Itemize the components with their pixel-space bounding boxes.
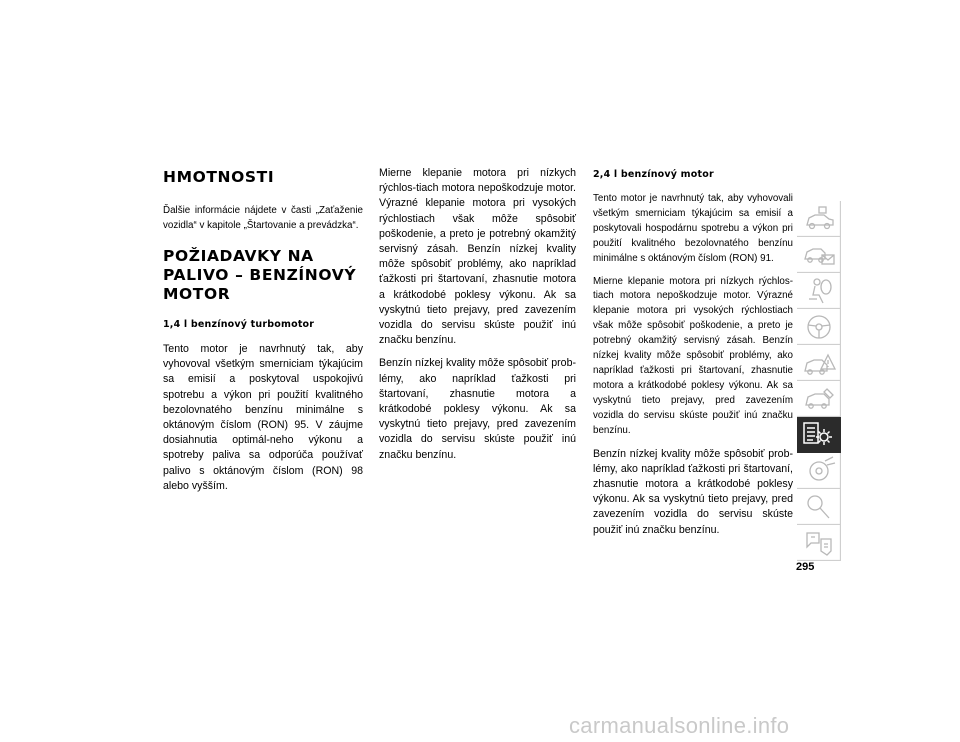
column-right <box>593 168 793 546</box>
subheading-turbo-engine: 1,4 l benzínový turbomotor <box>163 319 315 330</box>
tab-technical-specifications[interactable] <box>797 417 841 453</box>
tab-airbag-safety[interactable] <box>797 273 841 309</box>
tab-languages[interactable] <box>797 525 841 561</box>
paragraph-24-engine: Tento motor je navrhnutý tak, aby vyhovovali všetkým smerniciam týkajúcim sa emisií a poskytovali hospodárnu spotrebu a výkon pri použití kvalitného bezolovnatého benzínu minimálne s oktánovým číslom (RON) 91. <box>593 193 793 264</box>
paragraph-24-knocking: Mierne klepanie motora pri nízkych rýchlos-tiach motora nepoškodzuje motor. Výrazné klepanie motora pri vysokých rýchlostiach však môže spôsobiť poškodenie, a preto je potrebný okamžitý servisný zásah. Benzín nízkej kvality môže spôsobiť problémy, ako napríklad ťažkosti pri štartovaní, zhasnutie motora a krátkodobé poklesy výkonu. Ak sa vyskytnú tieto prejavy, pred zavezením vozidla do servisu skúste použiť inú značku benzínu. <box>593 275 793 436</box>
tab-multimedia[interactable] <box>797 453 841 489</box>
car-service-icon <box>797 381 841 417</box>
tab-warning-car[interactable] <box>797 345 841 381</box>
car-message-icon <box>797 237 841 273</box>
chapter-sidebar <box>797 201 842 541</box>
airbag-safety-icon <box>797 273 841 309</box>
search-index-icon <box>797 489 841 525</box>
technical-specifications-icon <box>797 417 841 453</box>
tab-steering-wheel[interactable] <box>797 309 841 345</box>
subheading-24-engine: 2,4 l benzínový motor <box>593 169 714 180</box>
intro-paragraph: Ďalšie informácie nájdete v časti „Zaťaženie vozidla“ v kapitole „Štartovanie a prevádzka“. <box>163 205 363 231</box>
paragraph-turbo-engine: Tento motor je navrhnutý tak, aby vyhovoval všetkým smerniciam týkajúcim sa emisií a poskytoval uspokojivú spotrebu a výkon pri použití kvalitného bezolovnatého benzínu minimálne s oktánovým číslom (RON) 95. V záujme dosiahnutia optimál-neho výkonu a spotreby paliva sa odporúča používať palivo s oktánovým číslom (RON) 98 alebo vyšším. <box>163 343 363 492</box>
tab-car-service[interactable] <box>797 381 841 417</box>
multimedia-icon <box>797 453 841 489</box>
tab-car-message[interactable] <box>797 237 841 273</box>
watermark: carmanualsonline.info <box>569 713 790 738</box>
tab-search-index[interactable] <box>797 489 841 525</box>
heading-fuel-requirements: POŽIADAVKY NA PALIVO – BENZÍNOVÝ MOTOR <box>163 247 357 303</box>
heading-weights: HMOTNOSTI <box>163 168 275 186</box>
column-middle <box>379 166 576 471</box>
paragraph-low-quality-fuel: Benzín nízkej kvality môže spôsobiť prob-lémy, ako napríklad ťažkosti pri štartovaní, zhasnutie motora a krátkodobé poklesy výkonu. Ak sa vyskytnú tieto prejavy, pred zavezením vozidla do servisu skúste použiť inú značku benzínu. <box>379 357 576 461</box>
tab-car-info[interactable] <box>797 201 841 237</box>
paragraph-24-low-quality-fuel: Benzín nízkej kvality môže spôsobiť prob-lémy, ako napríklad ťažkosti pri štartovaní, zhasnutie motora a krátkodobé poklesy výkonu. Ak sa vyskytnú tieto prejavy, pred zavezením vozidla do servisu skúste použiť inú značku benzínu. <box>593 447 793 536</box>
warning-car-icon <box>797 345 841 381</box>
paragraph-knocking: Mierne klepanie motora pri nízkych rýchlos-tiach motora nepoškodzuje motor. Výrazné klepanie motora pri vysokých rýchlostiach však môže spôsobiť poškodenie, a preto je potrebný okamžitý servisný zásah. Benzín nízkej kvality môže spôsobiť problémy, ako napríklad ťažkosti pri štartovaní, zhasnutie motora a krátkodobé poklesy výkonu. Ak sa vyskytnú tieto prejavy, pred zavezením vozidla do servisu skúste použiť inú značku benzínu. <box>379 167 576 347</box>
car-info-icon <box>797 201 841 237</box>
languages-icon <box>797 525 841 561</box>
page-number: 295 <box>796 561 815 573</box>
steering-wheel-icon <box>797 309 841 345</box>
column-left <box>163 168 363 502</box>
